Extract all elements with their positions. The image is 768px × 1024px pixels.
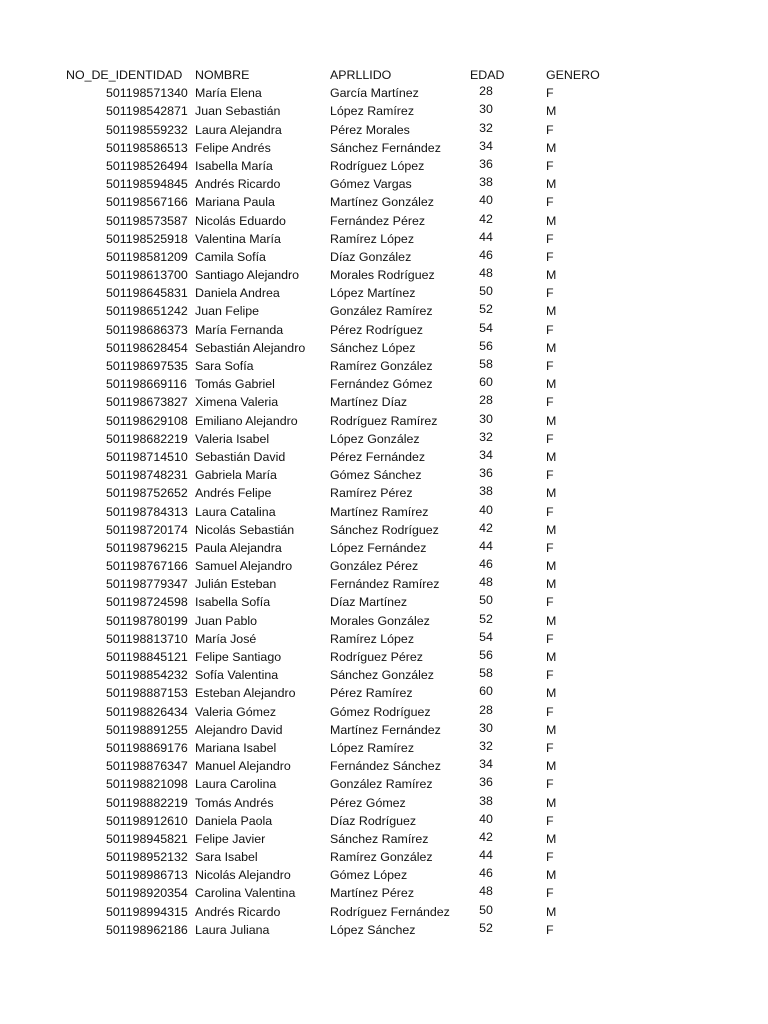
table-row [0, 430, 768, 448]
header-name: NOMBRE [195, 68, 250, 82]
cell-age: 42 [479, 520, 493, 535]
cell-last-name: Rodríguez Pérez [330, 650, 423, 664]
cell-name: Mariana Isabel [195, 740, 277, 755]
table-row [0, 466, 768, 484]
cell-age: 58 [479, 666, 493, 681]
cell-gender: M [546, 795, 557, 810]
cell-name: Laura Alejandra [195, 122, 282, 137]
cell-name: Felipe Javier [195, 831, 266, 846]
cell-name: Laura Catalina [195, 504, 276, 519]
cell-id: 501198821098 [106, 777, 188, 792]
cell-id: 501198697535 [106, 359, 188, 373]
cell-age: 36 [479, 466, 493, 481]
cell-age: 46 [479, 866, 493, 881]
cell-gender: F [546, 704, 554, 719]
cell-name: Felipe Santiago [195, 650, 282, 664]
cell-age: 44 [479, 848, 493, 863]
cell-id: 501198813710 [106, 631, 188, 646]
cell-last-name: Pérez Rodríguez [330, 322, 423, 337]
table-row [0, 666, 768, 684]
cell-gender: M [546, 559, 557, 574]
header-last-name: APRLLIDO [330, 68, 392, 82]
cell-gender: M [546, 522, 557, 537]
cell-name: Nicolás Alejandro [195, 868, 291, 883]
table-row [0, 339, 768, 357]
cell-id: 501198628454 [106, 340, 188, 355]
cell-gender: F [546, 395, 554, 410]
cell-name: Isabella María [195, 158, 273, 173]
cell-age: 54 [479, 629, 493, 644]
table-row [0, 321, 768, 339]
cell-age: 50 [479, 593, 493, 608]
cell-age: 60 [479, 684, 493, 699]
cell-last-name: Pérez Ramírez [330, 686, 413, 701]
cell-gender: M [546, 377, 557, 392]
cell-age: 30 [479, 411, 493, 426]
cell-last-name: Martínez Díaz [330, 395, 408, 410]
table-row [0, 794, 768, 812]
table-row [0, 212, 768, 230]
cell-last-name: Ramírez González [330, 359, 433, 373]
cell-name: Juan Pablo [195, 613, 258, 628]
cell-gender: M [546, 140, 557, 155]
cell-age: 28 [479, 84, 493, 99]
cell-name: Daniela Andrea [195, 286, 280, 301]
cell-age: 40 [479, 811, 493, 826]
cell-gender: F [546, 668, 554, 683]
cell-age: 32 [479, 429, 493, 444]
table-row [0, 393, 768, 411]
cell-gender: F [546, 850, 554, 865]
cell-age: 46 [479, 247, 493, 262]
cell-name: Paula Alejandra [195, 540, 282, 555]
table-row [0, 648, 768, 666]
cell-age: 34 [479, 757, 493, 772]
cell-last-name: Sánchez González [330, 668, 435, 683]
cell-id: 501198780199 [106, 613, 188, 628]
table-row [0, 703, 768, 721]
cell-gender: M [546, 177, 557, 192]
cell-id: 501198571340 [106, 86, 188, 101]
cell-age: 28 [479, 702, 493, 717]
cell-name: Tomás Gabriel [195, 377, 275, 392]
cell-name: Sebastián David [195, 449, 286, 464]
cell-last-name: Pérez Fernández [330, 449, 426, 464]
cell-age: 48 [479, 266, 493, 281]
cell-name: Andrés Ricardo [195, 177, 281, 192]
cell-last-name: Morales González [330, 613, 430, 628]
data-table [0, 66, 768, 939]
cell-gender: F [546, 468, 554, 483]
cell-id: 501198986713 [106, 868, 188, 883]
cell-id: 501198748231 [106, 468, 188, 483]
cell-name: Valentina María [195, 231, 281, 246]
cell-last-name: Gómez Vargas [330, 177, 412, 192]
cell-last-name: López Sánchez [330, 922, 416, 937]
cell-age: 38 [479, 793, 493, 808]
cell-last-name: Sánchez Ramírez [330, 831, 429, 846]
cell-id: 501198669116 [106, 377, 187, 392]
cell-age: 38 [479, 175, 493, 190]
table-row [0, 521, 768, 539]
cell-age: 52 [479, 611, 493, 626]
cell-gender: F [546, 922, 554, 937]
cell-age: 58 [479, 357, 493, 371]
table-row [0, 739, 768, 757]
cell-name: María Fernanda [195, 322, 284, 337]
table-row [0, 503, 768, 521]
cell-id: 501198714510 [106, 449, 188, 464]
cell-name: Valeria Gómez [195, 704, 277, 719]
cell-name: Mariana Paula [195, 195, 275, 210]
table-row [0, 866, 768, 884]
cell-name: Alejandro David [195, 722, 283, 737]
cell-gender: F [546, 886, 554, 901]
cell-last-name: Sánchez López [330, 340, 416, 355]
cell-last-name: Rodríguez Ramírez [330, 413, 438, 428]
cell-gender: M [546, 449, 557, 464]
cell-age: 30 [479, 102, 493, 117]
cell-name: Sebastián Alejandro [195, 340, 306, 355]
cell-last-name: Fernández Sánchez [330, 759, 441, 774]
cell-gender: M [546, 304, 557, 319]
cell-gender: M [546, 831, 557, 846]
cell-id: 501198826434 [106, 704, 188, 719]
cell-name: Andrés Felipe [195, 486, 272, 501]
table-row [0, 230, 768, 248]
cell-age: 48 [479, 884, 493, 899]
table-row [0, 921, 768, 939]
cell-id: 501198912610 [106, 813, 188, 828]
cell-age: 56 [479, 338, 493, 353]
cell-last-name: López Martínez [330, 286, 416, 301]
table-row [0, 775, 768, 793]
cell-gender: M [546, 759, 557, 774]
cell-gender: F [546, 359, 554, 373]
cell-name: Santiago Alejandro [195, 268, 300, 283]
cell-name: Camila Sofía [195, 249, 266, 264]
cell-gender: F [546, 431, 554, 446]
cell-id: 501198779347 [106, 577, 188, 592]
cell-age: 36 [479, 156, 493, 171]
cell-age: 52 [479, 302, 493, 317]
cell-id: 501198796215 [106, 540, 188, 555]
cell-id: 501198594845 [106, 177, 188, 192]
table-row [0, 175, 768, 193]
cell-gender: M [546, 868, 557, 883]
cell-last-name: Martínez Fernández [330, 722, 441, 737]
cell-gender: F [546, 231, 554, 246]
table-row [0, 284, 768, 302]
table-row [0, 557, 768, 575]
cell-last-name: Díaz Rodríguez [330, 813, 417, 828]
cell-age: 48 [479, 575, 493, 590]
cell-last-name: Morales Rodríguez [330, 268, 435, 283]
cell-gender: M [546, 413, 557, 428]
table-row [0, 248, 768, 266]
table-row [0, 903, 768, 921]
cell-gender: F [546, 322, 554, 337]
cell-gender: F [546, 777, 554, 792]
table-row [0, 575, 768, 593]
table-row [0, 757, 768, 775]
cell-last-name: López Fernández [330, 540, 427, 555]
cell-id: 501198645831 [106, 286, 188, 301]
cell-last-name: Fernández Gómez [330, 377, 433, 392]
cell-age: 40 [479, 502, 493, 517]
cell-last-name: Ramírez Pérez [330, 486, 413, 501]
cell-id: 501198651242 [106, 304, 188, 319]
cell-name: Daniela Paola [195, 813, 273, 828]
cell-gender: M [546, 486, 557, 501]
cell-age: 44 [479, 538, 493, 553]
table-row [0, 630, 768, 648]
cell-id: 501198613700 [106, 268, 188, 283]
cell-id: 501198891255 [106, 722, 188, 737]
cell-name: Tomás Andrés [195, 795, 274, 810]
table-row [0, 612, 768, 630]
cell-age: 44 [479, 229, 493, 244]
cell-last-name: Martínez Ramírez [330, 504, 429, 519]
cell-id: 501198567166 [106, 195, 188, 210]
cell-last-name: Díaz Martínez [330, 595, 408, 610]
cell-last-name: Rodríguez López [330, 158, 425, 173]
cell-id: 501198962186 [106, 922, 188, 937]
cell-id: 501198673827 [106, 395, 188, 410]
cell-id: 501198882219 [106, 795, 188, 810]
table-row [0, 121, 768, 139]
cell-last-name: Martínez González [330, 195, 434, 210]
cell-last-name: Gómez López [330, 868, 408, 883]
cell-name: Ximena Valeria [195, 395, 279, 410]
cell-name: Gabriela María [195, 468, 277, 483]
cell-id: 501198586513 [106, 140, 188, 155]
table-row [0, 357, 768, 375]
cell-age: 30 [479, 720, 493, 735]
cell-gender: F [546, 286, 554, 301]
cell-age: 46 [479, 557, 493, 572]
table-row [0, 266, 768, 284]
table-row [0, 848, 768, 866]
cell-id: 501198542871 [106, 104, 188, 119]
cell-id: 501198869176 [106, 740, 188, 755]
table-row [0, 721, 768, 739]
table-row [0, 539, 768, 557]
cell-id: 501198994315 [106, 904, 188, 919]
cell-name: Juan Sebastián [195, 104, 281, 119]
cell-id: 501198920354 [106, 886, 188, 901]
cell-name: Nicolás Eduardo [195, 213, 286, 228]
table-row [0, 412, 768, 430]
cell-name: Sara Isabel [195, 850, 258, 865]
cell-id: 501198682219 [106, 431, 188, 446]
cell-id: 501198526494 [106, 158, 188, 173]
cell-last-name: Pérez Morales [330, 122, 410, 137]
cell-id: 501198525918 [106, 231, 188, 246]
cell-gender: M [546, 722, 557, 737]
cell-gender: F [546, 813, 554, 828]
cell-age: 50 [479, 284, 493, 299]
cell-last-name: Díaz González [330, 249, 412, 264]
cell-name: Laura Juliana [195, 922, 270, 937]
table-row [0, 830, 768, 848]
cell-id: 501198629108 [106, 413, 188, 428]
cell-last-name: Gómez Rodríguez [330, 704, 431, 719]
cell-gender: F [546, 195, 554, 210]
table-row [0, 448, 768, 466]
table-row [0, 884, 768, 902]
cell-gender: F [546, 158, 554, 173]
cell-last-name: Ramírez López [330, 231, 415, 246]
cell-age: 50 [479, 902, 493, 917]
cell-name: Nicolás Sebastián [195, 522, 295, 537]
table-header-row [0, 66, 768, 84]
cell-gender: M [546, 213, 557, 228]
cell-last-name: Sánchez Fernández [330, 140, 441, 155]
cell-name: María Elena [195, 86, 262, 101]
cell-id: 501198945821 [106, 831, 188, 846]
cell-gender: M [546, 577, 557, 592]
cell-name: Laura Carolina [195, 777, 277, 792]
cell-id: 501198686373 [106, 322, 188, 337]
cell-id: 501198887153 [106, 686, 188, 701]
table-row [0, 139, 768, 157]
cell-last-name: Pérez Gómez [330, 795, 406, 810]
cell-gender: F [546, 631, 554, 646]
table-row [0, 812, 768, 830]
cell-last-name: Rodríguez Fernández [330, 904, 450, 919]
cell-age: 36 [479, 775, 493, 790]
cell-last-name: García Martínez [330, 86, 419, 101]
cell-id: 501198952132 [106, 850, 188, 865]
cell-gender: F [546, 504, 554, 519]
cell-id: 501198573587 [106, 213, 188, 228]
cell-age: 56 [479, 648, 493, 662]
table-row [0, 684, 768, 702]
cell-gender: M [546, 340, 557, 355]
table-row [0, 193, 768, 211]
cell-id: 501198724598 [106, 595, 188, 610]
cell-last-name: Martínez Pérez [330, 886, 415, 901]
cell-last-name: López Ramírez [330, 104, 415, 119]
cell-last-name: González Ramírez [330, 304, 433, 319]
table-row [0, 302, 768, 320]
table-row [0, 593, 768, 611]
cell-gender: M [546, 904, 557, 919]
cell-last-name: López González [330, 431, 420, 446]
cell-id: 501198752652 [106, 486, 188, 501]
cell-last-name: Ramírez López [330, 631, 415, 646]
cell-last-name: González Pérez [330, 559, 419, 574]
cell-id: 501198845121 [106, 650, 188, 664]
cell-name: Samuel Alejandro [195, 559, 293, 574]
cell-name: Valeria Isabel [195, 431, 270, 446]
cell-gender: F [546, 540, 554, 555]
cell-name: Andrés Ricardo [195, 904, 281, 919]
cell-name: María José [195, 631, 257, 646]
cell-age: 40 [479, 193, 493, 208]
cell-name: Manuel Alejandro [195, 759, 291, 774]
cell-age: 54 [479, 320, 493, 335]
cell-id: 501198876347 [106, 759, 188, 774]
cell-age: 42 [479, 211, 493, 226]
cell-gender: F [546, 86, 554, 101]
cell-age: 38 [479, 484, 493, 499]
cell-id: 501198767166 [106, 559, 188, 574]
cell-gender: M [546, 686, 557, 701]
cell-gender: F [546, 595, 554, 610]
cell-name: Felipe Andrés [195, 140, 271, 155]
cell-gender: F [546, 122, 554, 137]
cell-name: Esteban Alejandro [195, 686, 296, 701]
cell-last-name: Sánchez Rodríguez [330, 522, 439, 537]
cell-id: 501198581209 [106, 249, 188, 264]
cell-age: 52 [479, 920, 493, 935]
cell-age: 32 [479, 738, 493, 753]
cell-last-name: González Ramírez [330, 777, 433, 792]
cell-age: 32 [479, 120, 493, 135]
table-row [0, 84, 768, 102]
cell-name: Emiliano Alejandro [195, 413, 298, 428]
cell-age: 34 [479, 138, 493, 153]
cell-gender: M [546, 104, 557, 119]
cell-gender: F [546, 249, 554, 264]
cell-last-name: López Ramírez [330, 740, 415, 755]
cell-gender: M [546, 268, 557, 283]
cell-name: Carolina Valentina [195, 886, 296, 901]
cell-id: 501198784313 [106, 504, 188, 519]
table-row [0, 484, 768, 502]
header-gender: GENERO [546, 68, 600, 82]
cell-last-name: Ramírez González [330, 850, 433, 865]
cell-name: Sofía Valentina [195, 668, 279, 683]
cell-last-name: Fernández Ramírez [330, 577, 440, 592]
table-row [0, 157, 768, 175]
cell-last-name: Fernández Pérez [330, 213, 426, 228]
cell-age: 28 [479, 393, 493, 408]
header-id: NO_DE_IDENTIDAD [66, 68, 183, 82]
cell-name: Isabella Sofía [195, 595, 271, 610]
cell-id: 501198559232 [106, 122, 188, 137]
header-age: EDAD [470, 68, 505, 82]
cell-name: Juan Felipe [195, 304, 260, 319]
cell-gender: F [546, 740, 554, 755]
cell-name: Sara Sofía [195, 359, 254, 373]
cell-gender: M [546, 650, 557, 664]
cell-gender: M [546, 613, 557, 628]
cell-age: 42 [479, 829, 493, 844]
cell-last-name: Gómez Sánchez [330, 468, 422, 483]
table-row [0, 102, 768, 120]
table-body [0, 84, 768, 939]
cell-id: 501198720174 [106, 522, 188, 537]
cell-age: 34 [479, 447, 493, 462]
cell-name: Julián Esteban [195, 577, 277, 592]
cell-id: 501198854232 [106, 668, 188, 683]
table-row [0, 375, 768, 393]
cell-age: 60 [479, 375, 493, 390]
